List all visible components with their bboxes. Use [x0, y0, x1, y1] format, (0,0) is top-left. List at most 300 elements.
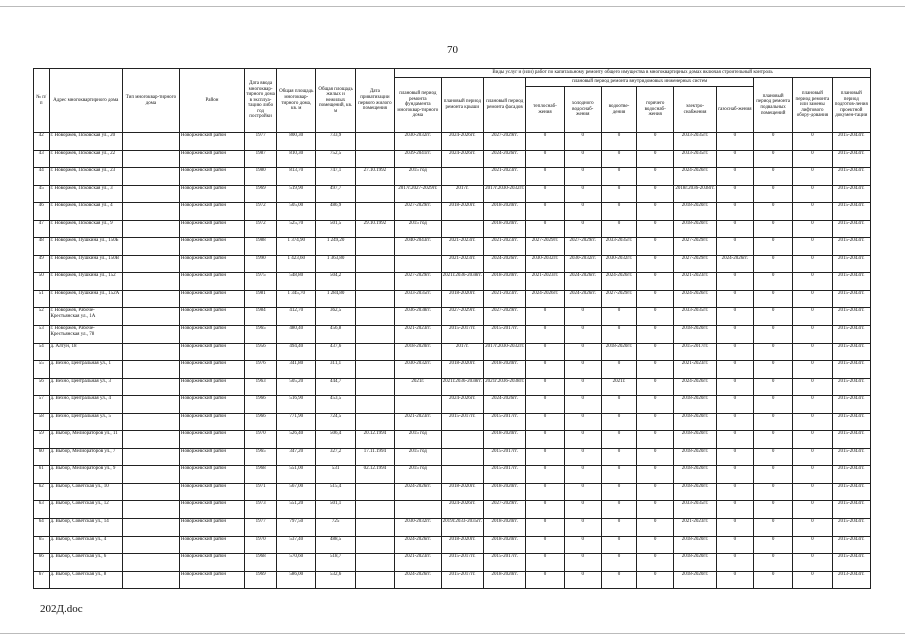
table-row — [34, 150, 871, 168]
table-cell: 48 — [34, 238, 50, 256]
table-cell: 518,7 — [316, 554, 355, 572]
table-cell: 51 — [34, 290, 50, 308]
table-cell: Новоржевский район — [179, 378, 244, 396]
table-cell: 453,5 — [316, 396, 355, 414]
table-cell: 59 — [34, 431, 50, 449]
table-cell: 486,9 — [316, 203, 355, 221]
table-cell: 0 — [716, 150, 753, 168]
table-cell: 0 — [753, 185, 792, 203]
table-cell: 2024-2026гг. — [716, 255, 753, 273]
table-cell — [355, 501, 394, 519]
table-cell: 2024-2026гг. — [674, 168, 716, 186]
table-cell: 0 — [716, 273, 753, 291]
header-basement: плановый период ремонта подвальных помещений — [753, 78, 792, 133]
table-cell: 67 — [34, 571, 50, 589]
table-cell — [122, 448, 179, 466]
table-cell: 2018-2020гг. — [674, 220, 716, 238]
table-cell: 0 — [753, 571, 792, 589]
table-cell: 2017г. — [441, 343, 483, 361]
table-cell: Новоржевский район — [179, 483, 244, 501]
table-cell: 2015-2017гг. — [483, 554, 525, 572]
table-cell: 2018-2020гг. — [483, 361, 525, 379]
table-cell: г. Новоржев, Псковская ул., 20 — [49, 133, 122, 151]
table-cell: 1977 — [245, 133, 277, 151]
table-cell: 0 — [564, 378, 601, 396]
table-cell: 0 — [793, 483, 832, 501]
table-cell: 0 — [753, 448, 792, 466]
table-cell: 1977 — [245, 519, 277, 537]
table-cell: 1 363,80 — [316, 255, 355, 273]
table-cell: 0 — [753, 343, 792, 361]
table-cell: 0 — [564, 168, 601, 186]
table-row — [34, 571, 871, 589]
table-cell: 1981 — [245, 290, 277, 308]
table-cell: 2015-2043гг. — [832, 150, 870, 168]
table-cell: 0 — [753, 431, 792, 449]
table-cell: 0 — [564, 203, 601, 221]
table-cell: 2015-2043гг. — [832, 273, 870, 291]
table-cell: 2024-2026гг. — [483, 255, 525, 273]
table-cell: 2018-2020гг. — [674, 396, 716, 414]
table-cell: 1965 — [245, 326, 277, 344]
table-cell: 1965 — [245, 448, 277, 466]
table-cell: 63 — [34, 501, 50, 519]
table-row — [34, 483, 871, 501]
table-cell: 0 — [793, 290, 832, 308]
table-cell: 2018-2020гг. — [483, 220, 525, 238]
table-cell: 2015-2017гг. — [483, 326, 525, 344]
table-cell: 02.12.1994 — [355, 466, 394, 484]
table-cell: 0 — [637, 361, 674, 379]
table-cell: 1970 — [245, 536, 277, 554]
table-cell: 0 — [753, 501, 792, 519]
table-cell — [355, 150, 394, 168]
table-cell: 61 — [34, 466, 50, 484]
table-cell: 0 — [564, 220, 601, 238]
table-cell: 2015-2017гг. — [674, 343, 716, 361]
table-cell: 0 — [793, 308, 832, 326]
table-cell: 0 — [753, 466, 792, 484]
table-cell: 0 — [793, 571, 832, 589]
table-cell: г. Новоржев, Псковская ул., 23 — [49, 168, 122, 186]
table-cell: Новоржевский район — [179, 308, 244, 326]
table-cell — [355, 536, 394, 554]
table-cell: Новоржевский район — [179, 273, 244, 291]
table-cell — [122, 150, 179, 168]
table-cell: 311,1 — [316, 361, 355, 379]
table-cell: 0 — [526, 536, 564, 554]
table-cell: 0 — [526, 431, 564, 449]
table-cell: 2027-2029гг. — [526, 238, 564, 256]
table-row — [34, 343, 871, 361]
table-cell: 2033-2035гг. — [601, 238, 636, 256]
table-cell: 0 — [601, 361, 636, 379]
table-cell: 1987 — [245, 150, 277, 168]
table-cell: 64 — [34, 519, 50, 537]
table-cell: 525,70 — [277, 220, 316, 238]
table-cell: 0 — [601, 413, 636, 431]
table-cell: 2015-2017гг. — [441, 326, 483, 344]
table-cell: 0 — [637, 396, 674, 414]
table-cell: 0 — [637, 150, 674, 168]
table-cell — [395, 396, 442, 414]
table-cell: д. Выбор, Советская ул., 10 — [49, 483, 122, 501]
table-cell: 2027-2029гг. — [564, 238, 601, 256]
table-cell: 2021-2023гг. — [441, 238, 483, 256]
table-cell: 2021-2023гг. — [395, 554, 442, 572]
table-cell: 2021-2023гг. — [441, 255, 483, 273]
table-cell: 0 — [753, 396, 792, 414]
table-cell: 0 — [637, 203, 674, 221]
table-cell: 0 — [716, 448, 753, 466]
table-cell: 2024-2026гг. — [526, 290, 564, 308]
table-row — [34, 255, 871, 273]
table-cell: 519,90 — [277, 185, 316, 203]
table-cell: 2033-2035гг. — [674, 133, 716, 151]
table-cell: 2030-2032гг. — [395, 519, 442, 537]
table-cell: 2027-2029гг. — [483, 308, 525, 326]
table-cell — [355, 255, 394, 273]
table-cell: 341,80 — [277, 361, 316, 379]
table-cell: 0 — [526, 571, 564, 589]
table-cell: 2021г.2036-2038гг. — [441, 378, 483, 396]
table-cell: 2024-2026гг. — [395, 483, 442, 501]
table-cell: 0 — [564, 483, 601, 501]
table-cell: 0 — [564, 361, 601, 379]
table-cell: 2015-2043гг. — [832, 361, 870, 379]
table-cell: 2030-2032гг. — [395, 133, 442, 151]
table-cell: 0 — [526, 220, 564, 238]
table-cell: 0 — [793, 150, 832, 168]
table-cell: 2015 год — [395, 431, 442, 449]
table-cell — [122, 571, 179, 589]
header-hot-water: горячего водоснаб-жения — [637, 87, 674, 133]
table-cell: 505,20 — [277, 378, 316, 396]
table-cell: 2027-2029гг. — [395, 203, 442, 221]
table-cell: 0 — [601, 326, 636, 344]
table-cell — [122, 133, 179, 151]
scan-edge-line — [0, 633, 905, 634]
table-cell: 1 374,90 — [277, 238, 316, 256]
table-cell: 0 — [793, 448, 832, 466]
table-cell: 45 — [34, 185, 50, 203]
table-cell: 2024-2026гг. — [441, 150, 483, 168]
table-cell: 2021-2023гг. — [483, 238, 525, 256]
table-cell: 0 — [753, 220, 792, 238]
table-cell: 2015-2017гг. — [441, 554, 483, 572]
table-cell: 2027-2029гг. — [674, 238, 716, 256]
table-cell: 65 — [34, 536, 50, 554]
table-cell: 570,60 — [277, 554, 316, 572]
table-cell: г. Новоржев, Псковская ул., 9 — [49, 220, 122, 238]
table-cell: 2017г. — [441, 185, 483, 203]
table-cell: Новоржевский район — [179, 326, 244, 344]
table-cell: 2015-2043гг. — [832, 185, 870, 203]
table-cell: 2015-2043гг. — [832, 203, 870, 221]
table-cell — [122, 378, 179, 396]
table-cell: 2018-2020гг. — [674, 203, 716, 221]
table-cell: 53 — [34, 326, 50, 344]
table-cell: 2018-2020гг. — [674, 413, 716, 431]
table-cell: д. Вехно, Центральная ул., 3 — [49, 378, 122, 396]
table-cell: 0 — [753, 168, 792, 186]
table-cell: 0 — [716, 501, 753, 519]
table-cell — [122, 396, 179, 414]
table-cell: 0 — [637, 273, 674, 291]
table-row — [34, 308, 871, 326]
table-cell: 2015-2043гг. — [832, 133, 870, 151]
table-cell: 0 — [564, 413, 601, 431]
table-cell: 0 — [526, 361, 564, 379]
table-cell: 0 — [793, 343, 832, 361]
table-cell: г. Новоржев, Псковская ул., 3 — [49, 185, 122, 203]
table-cell — [122, 361, 179, 379]
table-cell — [122, 483, 179, 501]
table-cell: 2015-2017гг. — [483, 448, 525, 466]
table-cell — [122, 536, 179, 554]
table-cell: 0 — [637, 290, 674, 308]
table-cell: 0 — [526, 308, 564, 326]
header-num: № п/п — [34, 69, 50, 133]
table-cell — [355, 203, 394, 221]
table-cell — [355, 185, 394, 203]
table-cell: 2018-2020гг. — [483, 431, 525, 449]
table-cell: 2015 год — [395, 448, 442, 466]
table-cell: Новоржевский район — [179, 554, 244, 572]
table-cell: 2015-2043гг. — [832, 501, 870, 519]
header-works-group: Виды услуг и (или) работ по капитальному ремонту общего имущества в многоквартирных домах включая строительный контроль — [395, 69, 871, 78]
table-cell: 0 — [564, 501, 601, 519]
table-cell: 0 — [601, 466, 636, 484]
table-cell: 2018-2020гг. — [674, 326, 716, 344]
table-cell: 0 — [753, 361, 792, 379]
table-cell — [355, 343, 394, 361]
table-cell: 1 284,80 — [316, 290, 355, 308]
table-cell: 2015-2043гг. — [832, 326, 870, 344]
table-cell: Новоржевский район — [179, 133, 244, 151]
table-cell: 0 — [601, 519, 636, 537]
table-cell: 362,5 — [316, 308, 355, 326]
table-cell: г. Новоржев, Рабоче-Крестьянская ул., 1А — [49, 308, 122, 326]
table-row — [34, 133, 871, 151]
table-cell: 456,8 — [316, 326, 355, 344]
table-cell: 771,90 — [277, 413, 316, 431]
table-cell: 2027-2029гг. — [674, 255, 716, 273]
table-cell: 2019г.2033-2035гг. — [441, 519, 483, 537]
header-foundation: плановый период ремонта фундамента многоквар-тирного дома — [395, 78, 442, 133]
table-cell: 0 — [526, 466, 564, 484]
table-cell: 0 — [526, 519, 564, 537]
table-cell: 0 — [793, 168, 832, 186]
table-cell: 0 — [753, 203, 792, 221]
table-cell — [441, 466, 483, 484]
table-cell: 0 — [601, 448, 636, 466]
table-cell: 347,20 — [277, 448, 316, 466]
table-cell: 0 — [793, 255, 832, 273]
table-cell: 2015-2043гг. — [832, 483, 870, 501]
table-cell: 0 — [526, 501, 564, 519]
table-cell: 797,50 — [277, 519, 316, 537]
table-cell: 0 — [564, 571, 601, 589]
header-heat: теплоснаб-жения — [526, 87, 564, 133]
table-cell: 2018-2020гг. — [674, 483, 716, 501]
header-district: Район — [179, 69, 244, 133]
table-cell: 2021г.2036-2038гг. — [441, 273, 483, 291]
table-cell: 2015-2043гг. — [832, 536, 870, 554]
table-cell: 444,7 — [316, 378, 355, 396]
table-cell: д. Выбор, Советская ул., 6 — [49, 554, 122, 572]
table-cell: 54 — [34, 343, 50, 361]
table-cell: 0 — [753, 290, 792, 308]
table-cell: д. Выбор, Советская ул., 12 — [49, 501, 122, 519]
table-cell: 0 — [637, 413, 674, 431]
table-cell — [355, 483, 394, 501]
table-cell: 2021-2023гг. — [395, 326, 442, 344]
table-cell: 2030-2032гг. — [395, 361, 442, 379]
table-cell: Новоржевский район — [179, 168, 244, 186]
table-row — [34, 378, 871, 396]
table-row — [34, 290, 871, 308]
table-cell: 2018-2020гг. — [674, 554, 716, 572]
table-cell: 551,00 — [277, 466, 316, 484]
table-cell: 2015-2043гг. — [832, 466, 870, 484]
table-cell — [122, 238, 179, 256]
table-cell: 2024-2026гг. — [483, 150, 525, 168]
table-cell: 0 — [564, 536, 601, 554]
table-cell: 2024-2026гг. — [395, 571, 442, 589]
table-cell — [355, 133, 394, 151]
table-cell: 0 — [564, 466, 601, 484]
table-cell — [355, 361, 394, 379]
table-cell: Новоржевский район — [179, 466, 244, 484]
table-cell: 0 — [564, 343, 601, 361]
table-cell: 2015 год — [395, 168, 442, 186]
table-cell: 0 — [716, 413, 753, 431]
table-cell: 0 — [716, 396, 753, 414]
table-cell: 2018-2020гг. — [441, 361, 483, 379]
table-cell — [395, 501, 442, 519]
table-cell: 2030-2032гг. — [526, 255, 564, 273]
table-cell: 2018-2020гг. — [674, 448, 716, 466]
table-cell: 44 — [34, 168, 50, 186]
table-cell: 526,40 — [277, 431, 316, 449]
table-cell: 0 — [753, 536, 792, 554]
table-cell: 0 — [793, 220, 832, 238]
table-cell: 2018-2020гг. — [674, 466, 716, 484]
table-cell: 2021-2023гг. — [395, 413, 442, 431]
table-cell: 0 — [601, 554, 636, 572]
table-cell: 1971 — [245, 483, 277, 501]
table-cell: 2015-2043гг. — [832, 168, 870, 186]
table-cell: 505,00 — [277, 203, 316, 221]
table-cell — [355, 238, 394, 256]
table-cell: 0 — [526, 448, 564, 466]
table-cell: г. Новоржев, Рабоче-Крестьянская ул., 78 — [49, 326, 122, 344]
table-cell: 0 — [637, 238, 674, 256]
table-body — [34, 133, 871, 589]
table-cell: 0 — [716, 168, 753, 186]
table-cell: 0 — [793, 466, 832, 484]
table-cell: 2015-2043гг. — [832, 255, 870, 273]
table-cell: Новоржевский район — [179, 431, 244, 449]
table-cell: 2015-2017гг. — [483, 466, 525, 484]
table-cell — [122, 273, 179, 291]
table-cell: 0 — [564, 150, 601, 168]
table-cell — [441, 448, 483, 466]
table-cell — [441, 220, 483, 238]
table-cell: 2018-2020гг. — [441, 290, 483, 308]
table-cell: 62 — [34, 483, 50, 501]
table-cell: Новоржевский район — [179, 255, 244, 273]
table-cell — [122, 431, 179, 449]
table-row — [34, 168, 871, 186]
table-cell: 0 — [753, 554, 792, 572]
table-cell: 0 — [564, 396, 601, 414]
header-year: Дата ввода многоквар-тирного дома в эксплуа-тацию либо год постройки — [245, 69, 277, 133]
table-cell: Новоржевский район — [179, 413, 244, 431]
table-cell: 752,5 — [316, 150, 355, 168]
table-cell: 2015-2043гг. — [832, 220, 870, 238]
table-cell: Новоржевский район — [179, 185, 244, 203]
table-cell: 0 — [637, 554, 674, 572]
table-cell: 2018-2020гг. — [601, 343, 636, 361]
table-cell: 2024-2026гг. — [674, 290, 716, 308]
table-row — [34, 238, 871, 256]
table-cell: 1969 — [245, 185, 277, 203]
table-cell: 0 — [526, 203, 564, 221]
table-cell — [122, 220, 179, 238]
header-elevator: плановый период ремонта или замены лифтового обору-дования — [793, 78, 832, 133]
table-cell: 437,6 — [316, 343, 355, 361]
table-cell: 0 — [637, 431, 674, 449]
table-cell: 2018-2020гг. — [441, 536, 483, 554]
table-cell: 0 — [526, 168, 564, 186]
table-cell: Новоржевский район — [179, 150, 244, 168]
table-cell: 800,30 — [277, 133, 316, 151]
table-cell: 2015 год — [395, 220, 442, 238]
table-cell: г. Новоржев, Пушкина ул., 150В — [49, 255, 122, 273]
table-cell: 2018-2020гг. — [483, 203, 525, 221]
table-cell: 1966 — [245, 396, 277, 414]
table-cell: 43 — [34, 150, 50, 168]
table-cell: 0 — [716, 343, 753, 361]
table-cell: 0 — [793, 431, 832, 449]
table-cell: 0 — [637, 308, 674, 326]
table-cell: 0 — [716, 483, 753, 501]
table-cell: 0 — [637, 168, 674, 186]
table-row — [34, 361, 871, 379]
table-row — [34, 466, 871, 484]
table-row — [34, 501, 871, 519]
table-cell: 2021-2023гг. — [483, 290, 525, 308]
table-cell: 0 — [564, 326, 601, 344]
table-cell: 548,80 — [277, 273, 316, 291]
table-cell: Новоржевский район — [179, 396, 244, 414]
table-cell: 813,70 — [277, 168, 316, 186]
table-cell: 1973 — [245, 501, 277, 519]
header-project-docs: плановый период подготов-ления проектной докумен-тации — [832, 78, 870, 133]
table-cell: 1970 — [245, 431, 277, 449]
table-cell — [355, 396, 394, 414]
table-cell: 2015 год — [395, 466, 442, 484]
table-cell: 2027-2029гг. — [483, 133, 525, 151]
table-cell: 2027-2029гг. — [441, 308, 483, 326]
table-cell: 2021г. — [601, 378, 636, 396]
table-cell: 0 — [637, 220, 674, 238]
table-cell: 2024-2026гг. — [483, 396, 525, 414]
table-cell: 747,1 — [316, 168, 355, 186]
table-cell: 0 — [753, 326, 792, 344]
